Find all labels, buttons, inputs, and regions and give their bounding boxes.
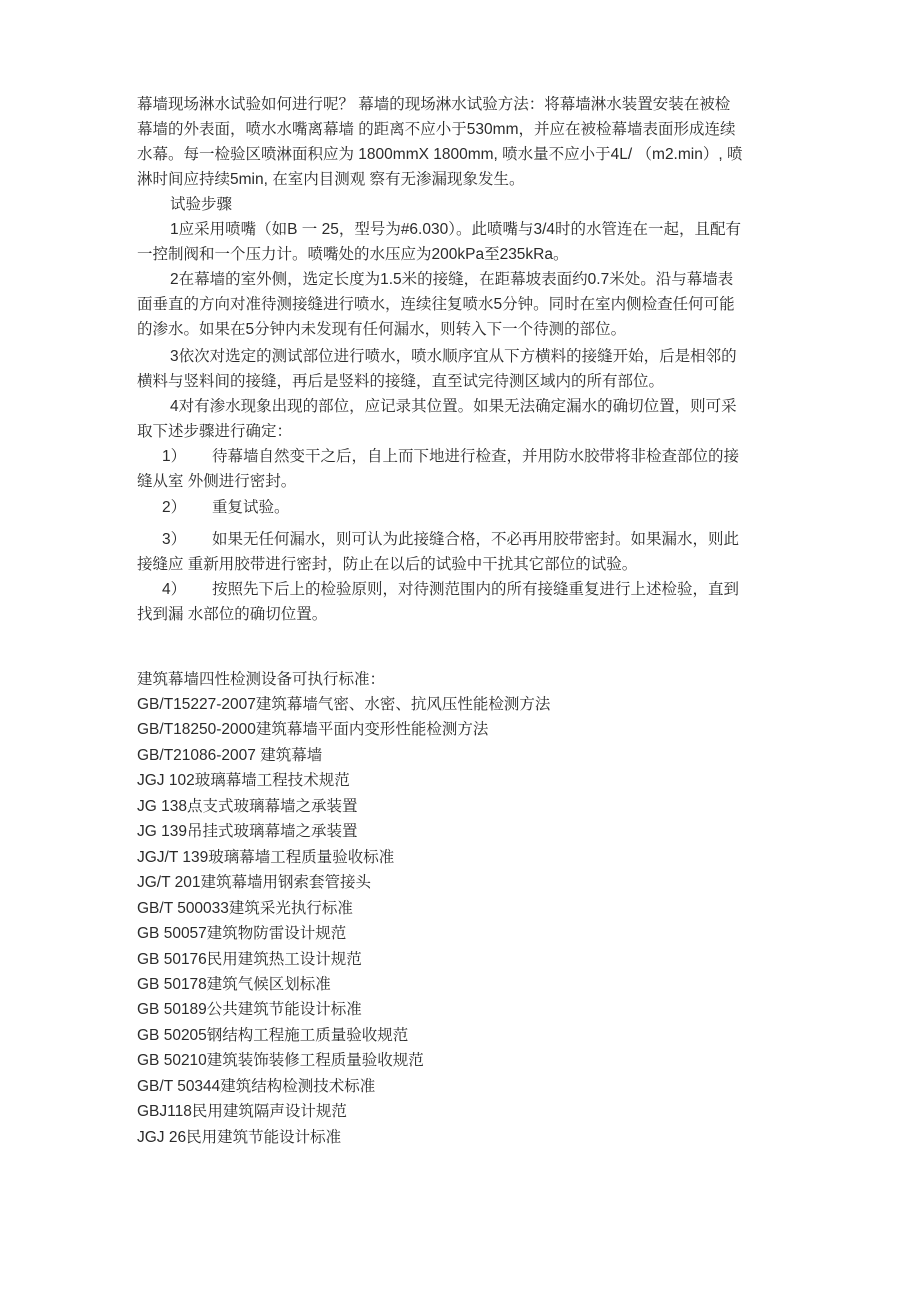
standard-item: GB/T21086-2007 建筑幕墙 xyxy=(137,746,323,764)
step-paragraph-line: 取下述步骤进行确定： xyxy=(137,423,293,440)
substep-text: 待幕墙自然变干之后，自上而下地进行检查，并用防水胶带将非检查部位的接 xyxy=(212,448,740,465)
step-paragraph-line: 4对有渗水现象出现的部位，应记录其位置。如果无法确定漏水的确切位置，则可采 xyxy=(170,398,737,415)
substep-item xyxy=(162,530,739,550)
intro-paragraph-line: 淋时间应持续5min, 在室内目测观 察有无渗漏现象发生。 xyxy=(137,171,525,188)
intro-paragraph-line: 水幕。每一检验区喷淋面积应为 1800mmX 1800mm, 喷水量不应小于4L/ （m2.min）, 喷 xyxy=(137,146,743,163)
standard-item: GB/T 500033建筑采光执行标准 xyxy=(137,899,353,917)
standard-item: GB/T18250-2000建筑幕墙平面内变形性能检测方法 xyxy=(137,721,489,739)
step-paragraph-line: 的渗水。如果在5分钟内未发现有任何漏水，则转入下一个待测的部位。 xyxy=(137,321,627,338)
substep-text: 重复试验。 xyxy=(212,499,290,516)
substep-number: 1） xyxy=(162,448,187,465)
intro-paragraph-line: 幕墙现场淋水试验如何进行呢？ 幕墙的现场淋水试验方法：将幕墙淋水装置安装在被检 xyxy=(137,96,731,113)
step-paragraph-line: 横料与竖料间的接缝，再后是竖料的接缝，直至试完待测区域内的所有部位。 xyxy=(137,373,665,390)
standard-item: JGJ 102玻璃幕墙工程技术规范 xyxy=(137,772,350,790)
standard-item: JGJ/T 139玻璃幕墙工程质量验收标准 xyxy=(137,848,395,866)
substep-continuation: 缝从室 外侧进行密封。 xyxy=(137,473,297,490)
standard-item: GB 50176民用建筑热工设计规范 xyxy=(137,950,362,968)
standard-item: GB 50057建筑物防雷设计规范 xyxy=(137,925,347,943)
substep-number: 4） xyxy=(162,581,187,598)
steps-heading: 试验步骤 xyxy=(170,196,233,213)
standard-item: GB 50189公共建筑节能设计标准 xyxy=(137,1001,362,1019)
standard-item: GB 50205钢结构工程施工质量验收规范 xyxy=(137,1026,409,1044)
standard-item: JG/T 201建筑幕墙用钢索套管接头 xyxy=(137,874,371,892)
substep-text: 如果无任何漏水，则可认为此接缝合格，不必再用胶带密封。如果漏水，则此 xyxy=(212,531,740,548)
standard-item: GB 50178建筑气候区划标准 xyxy=(137,975,331,993)
substep-continuation: 接缝应 重新用胶带进行密封，防止在以后的试验中干扰其它部位的试验。 xyxy=(137,556,638,573)
standard-item: GBJ118民用建筑隔声设计规范 xyxy=(137,1103,347,1121)
substep-continuation: 找到漏 水部位的确切位置。 xyxy=(137,606,328,623)
standard-item: JG 139吊挂式玻璃幕墙之承装置 xyxy=(137,823,358,841)
standard-item: JGJ 26民用建筑节能设计标准 xyxy=(137,1128,342,1146)
standards-heading: 建筑幕墙四性检测设备可执行标准： xyxy=(137,671,386,688)
standard-item: JG 138点支式玻璃幕墙之承装置 xyxy=(137,797,358,815)
substep-item xyxy=(162,447,739,467)
substep-item xyxy=(162,498,290,518)
step-paragraph-line: 一控制阀和一个压力计。喷嘴处的水压应为200kPa至235kRa。 xyxy=(137,246,569,263)
intro-paragraph-line: 幕墙的外表面，喷水水嘴离幕墙 的距离不应小于530mm，并应在被检幕墙表面形成连续 xyxy=(137,121,736,138)
substep-item xyxy=(162,580,739,600)
standard-item: GB 50210建筑装饰装修工程质量验收规范 xyxy=(137,1052,424,1070)
step-paragraph-line: 2在幕墙的室外侧，选定长度为1.5米的接缝，在距幕坡表面约0.7米处。沿与幕墙表 xyxy=(170,271,734,288)
standard-item: GB/T 50344建筑结构检测技术标准 xyxy=(137,1077,376,1095)
step-paragraph-line: 3依次对选定的测试部位进行喷水，喷水顺序宜从下方横料的接缝开始，后是相邻的 xyxy=(170,348,737,365)
standard-item: GB/T15227-2007建筑幕墙气密、水密、抗风压性能检测方法 xyxy=(137,696,551,713)
substep-text: 按照先下后上的检验原则，对待测范围内的所有接缝重复进行上述检验，直到 xyxy=(212,581,740,598)
substep-number: 3） xyxy=(162,531,187,548)
step-paragraph-line: 面垂直的方向对准待测接缝进行喷水，连续往复喷水5分钟。同时在室内侧检查任何可能 xyxy=(137,296,735,313)
step-paragraph-line: 1应采用喷嘴（如B 一 25，型号为#6.030）。此喷嘴与3/4时的水管连在一起，且配有 xyxy=(170,221,742,238)
substep-number: 2） xyxy=(162,499,187,516)
